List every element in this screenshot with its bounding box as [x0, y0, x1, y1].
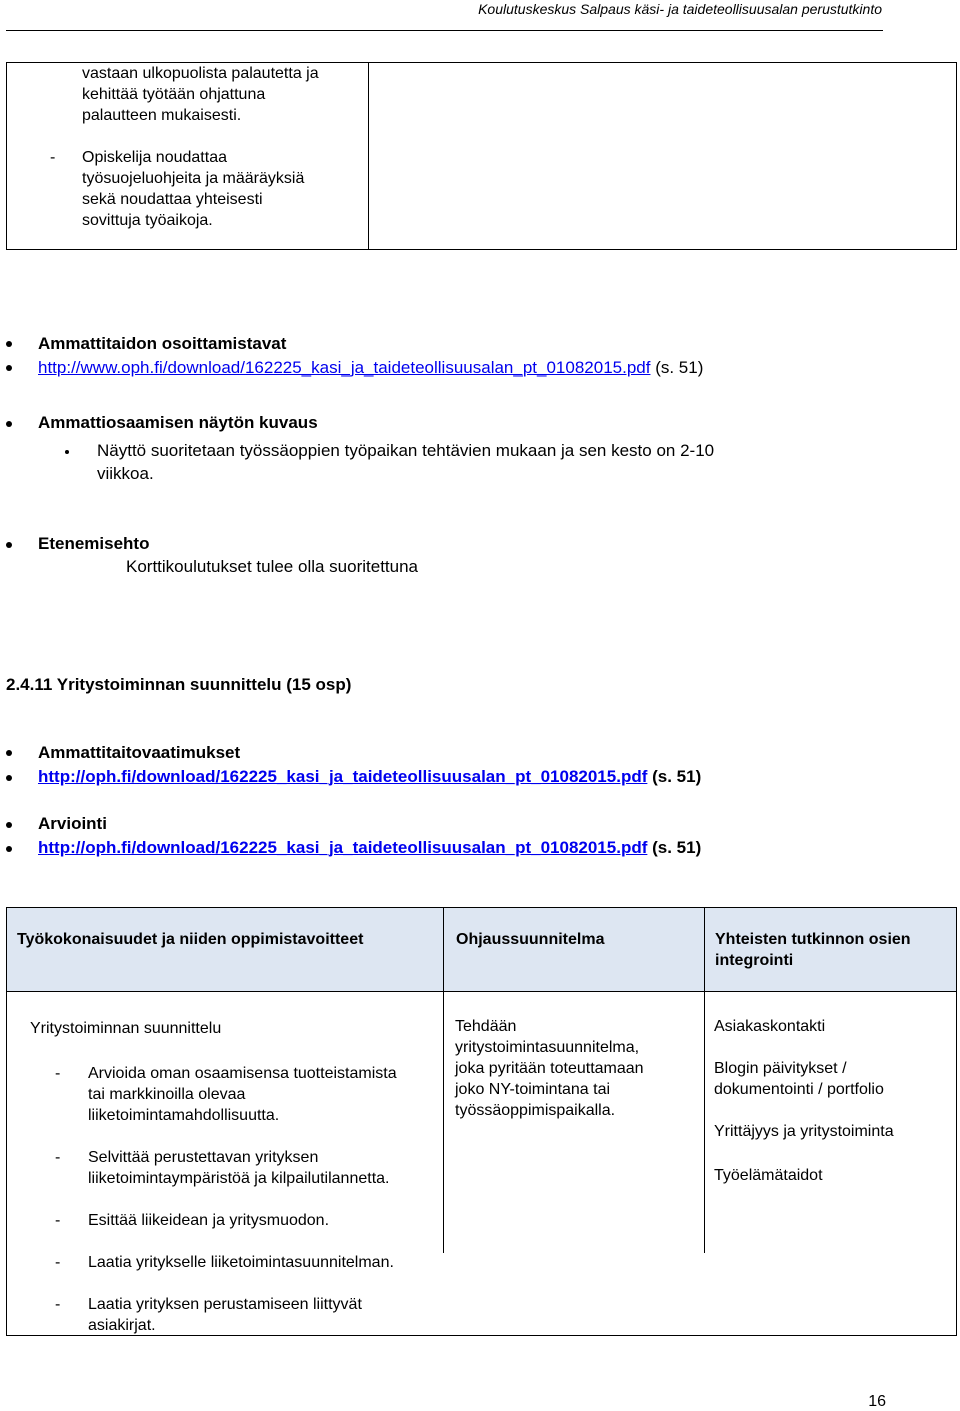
col1-title: Yritystoiminnan suunnittelu [30, 1020, 222, 1037]
arviointi-link-line [38, 837, 701, 859]
naytto-label: Ammattiosaamisen näytön kuvaus [38, 413, 318, 432]
list-dash: - [55, 1254, 61, 1271]
top-table-item-line: Opiskelija noudattaa [82, 149, 227, 166]
arviointi-link[interactable]: http://oph.fi/download/162225_kasi_ja_taideteollisuusalan_pt_01082015.pdf [38, 838, 648, 857]
col1-item-line: Esittää liikeidean ja yritysmuodon. [88, 1212, 330, 1229]
top-table-dash: - [50, 149, 56, 166]
osoittamistavat-link-line [38, 357, 703, 379]
col2-line: joko NY-toimintana tai [455, 1081, 611, 1098]
column-divider [443, 908, 444, 992]
col1-item-line: Laatia yritykselle liiketoimintasuunnitelman. [88, 1254, 394, 1271]
etenemisehto-text: Korttikoulutukset tulee olla suoritettuna [126, 557, 419, 576]
arviointi-page-ref: (s. 51) [652, 838, 702, 857]
etenemisehto-label: Etenemisehto [38, 534, 150, 553]
top-table-divider [368, 63, 369, 249]
work-table [6, 907, 957, 1336]
col2-line: työssäoppimispaikalla. [455, 1102, 616, 1119]
bullet-dot-icon [6, 775, 12, 781]
col1-item-line: tai markkinoilla olevaa [88, 1086, 246, 1103]
top-table-item-line: työsuojeluohjeita ja määräyksiä [82, 170, 305, 187]
column-divider [704, 908, 705, 992]
vaatimukset-label: Ammattitaitovaatimukset [38, 743, 241, 762]
bullet-dot-icon [6, 822, 12, 828]
top-table-item-line: sovittuja työaikoja. [82, 212, 213, 229]
top-table-text-line: vastaan ulkopuolista palautetta ja [82, 65, 319, 82]
col3-item: dokumentointi / portfolio [714, 1081, 884, 1098]
col1-item-line: Selvittää perustettavan yrityksen [88, 1149, 319, 1166]
column-header-ohjaussuunnitelma: Ohjaussuunnitelma [456, 931, 605, 948]
osoittamistavat-page-ref: (s. 51) [655, 358, 704, 377]
naytto-description-line: Näyttö suoritetaan työssäoppien työpaikan tehtävien mukaan ja sen kesto on 2-10 [97, 441, 715, 460]
col1-item-line: Arvioida oman osaamisensa tuotteistamista [88, 1065, 397, 1082]
top-table-text-line: kehittää työtään ohjattuna [82, 86, 266, 103]
col3-item: Asiakaskontakti [714, 1018, 826, 1035]
col1-item-line: Laatia yrityksen perustamiseen liittyvät [88, 1296, 362, 1313]
page-header-title: Koulutuskeskus Salpaus käsi- ja taideteollisuusalan perustutkinto [478, 1, 882, 17]
arviointi-label: Arviointi [38, 814, 107, 833]
col2-line: yritystoimintasuunnitelma, [455, 1039, 640, 1056]
bullet-dot-icon [6, 542, 12, 548]
section-heading: 2.4.11 Yritystoiminnan suunnittelu (15 osp) [6, 675, 352, 694]
sub-bullet-icon [65, 450, 69, 454]
column-divider [704, 992, 705, 1253]
page-number: 16 [868, 1393, 886, 1410]
bullet-dot-icon [6, 846, 12, 852]
top-table-item-line: sekä noudattaa yhteisesti [82, 191, 263, 208]
list-dash: - [55, 1212, 61, 1229]
col3-item: Blogin päivitykset / [714, 1060, 847, 1077]
column-header-tyokokonaisuudet: Työkokonaisuudet ja niiden oppimistavoitteet [17, 931, 364, 948]
list-dash: - [55, 1296, 61, 1313]
col3-item: Yrittäjyys ja yritystoiminta [714, 1123, 894, 1140]
col1-item-line: liiketoimintamahdollisuutta. [88, 1107, 280, 1124]
column-header-integrointi: Yhteisten tutkinnon osien integrointi [715, 931, 911, 969]
top-table-text-line: palautteen mukaisesti. [82, 107, 242, 124]
list-dash: - [55, 1149, 61, 1166]
list-dash: - [55, 1065, 61, 1082]
col3-item: Työelämätaidot [714, 1167, 823, 1184]
col2-line: Tehdään [455, 1018, 517, 1035]
col1-item-line: liiketoimintaympäristöä ja kilpailutilannetta. [88, 1170, 390, 1187]
col2-line: joka pyritään toteuttamaan [455, 1060, 644, 1077]
col1-item-line: asiakirjat. [88, 1317, 156, 1334]
bullet-dot-icon [6, 365, 12, 371]
column-divider [443, 992, 444, 1253]
osoittamistavat-link[interactable]: http://www.oph.fi/download/162225_kasi_ja_taideteollisuusalan_pt_01082015.pdf [38, 358, 651, 377]
vaatimukset-link-line [38, 766, 701, 788]
bullet-dot-icon [6, 341, 12, 347]
naytto-description-line: viikkoa. [97, 464, 154, 483]
osoittamistavat-label: Ammattitaidon osoittamistavat [38, 334, 287, 353]
header-rule [6, 30, 883, 31]
vaatimukset-page-ref: (s. 51) [652, 767, 702, 786]
vaatimukset-link[interactable]: http://oph.fi/download/162225_kasi_ja_taideteollisuusalan_pt_01082015.pdf [38, 767, 648, 786]
bullet-dot-icon [6, 421, 12, 427]
top-table [6, 62, 957, 250]
bullet-dot-icon [6, 750, 12, 756]
